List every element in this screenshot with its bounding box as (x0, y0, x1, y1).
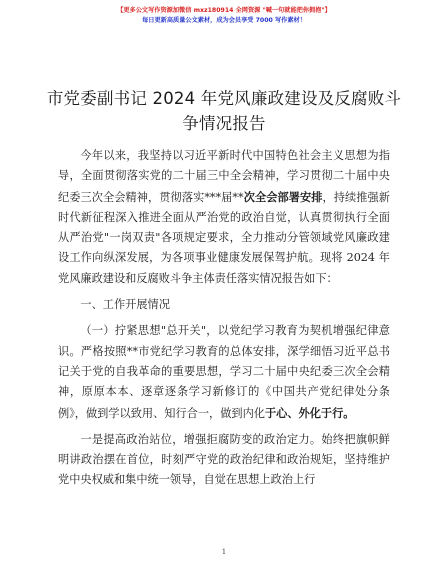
paragraph-section1-1-bold: 于心、外化于行。 (264, 405, 355, 420)
promo-banner-line1: 【更多公文写作资源加微信 mxz180914 全网资源 "喊一句就能把你拥抱"】 (117, 7, 331, 14)
paragraph-intro-bold: 次全会部署安排 (243, 189, 323, 204)
paragraph-intro-text-a: 今年以来，我坚持以习近平新时代中国特色社会主义思想为指导，全面贯彻落实党的二十届三中全会精神，学习贯彻二十届中央纪委三次全会精神，贯彻落实***届** (58, 149, 390, 204)
section-heading-1: 一、工作开展情况 (80, 298, 170, 312)
promo-banner-line2: 每日更新高质量公文素材，成为会员享受 7000 写作素材！ (142, 17, 306, 24)
paragraph-intro (58, 146, 390, 289)
title-line1: 市党委副书记 2024 年党风廉政建设及反腐败斗 (46, 89, 402, 108)
paragraph-section1-1 (58, 321, 390, 423)
paragraph-section1-1-text: （一）拧紧思想"总开关"，以党纪学习教育为契机增强纪律意识。严格按照**市党纪学习教育的总体安排，深学细悟习近平总书记关于党的自我革命的重要思想，学习二十届中央纪委三次全会精神，原原本本、逐章逐条学习新修订的《中国共产党纪律处分条例》，做到学以致用、知行合一，做到内化 (58, 324, 390, 420)
paragraph-section1-2: 一是提高政治站位，增强拒腐防变的政治定力。始终把旗帜鲜明讲政治摆在首位，时刻严守党的政治纪律和政治规矩，坚持维护党中央权威和集中统一领导，自觉在思想上政治上行 (58, 432, 390, 487)
paragraph-intro-text-b: ，持续推强新时代新征程深入推进全面从严治党的政治自觉，认真贯彻执行全面从严治党"一岗双责"各项规定要求，全力推动分管领域党风廉政建设工作向纵深发展，为各项事业健康发展保驾护航。现将 2024 年党风廉政建设和反腐败斗争主体责任落实情况报告如下： (58, 190, 390, 285)
title-line2: 争情况报告 (182, 114, 266, 133)
promo-banner (0, 6, 448, 26)
document-body (58, 146, 390, 491)
document-title (40, 86, 408, 136)
page-number: 1 (221, 548, 227, 556)
